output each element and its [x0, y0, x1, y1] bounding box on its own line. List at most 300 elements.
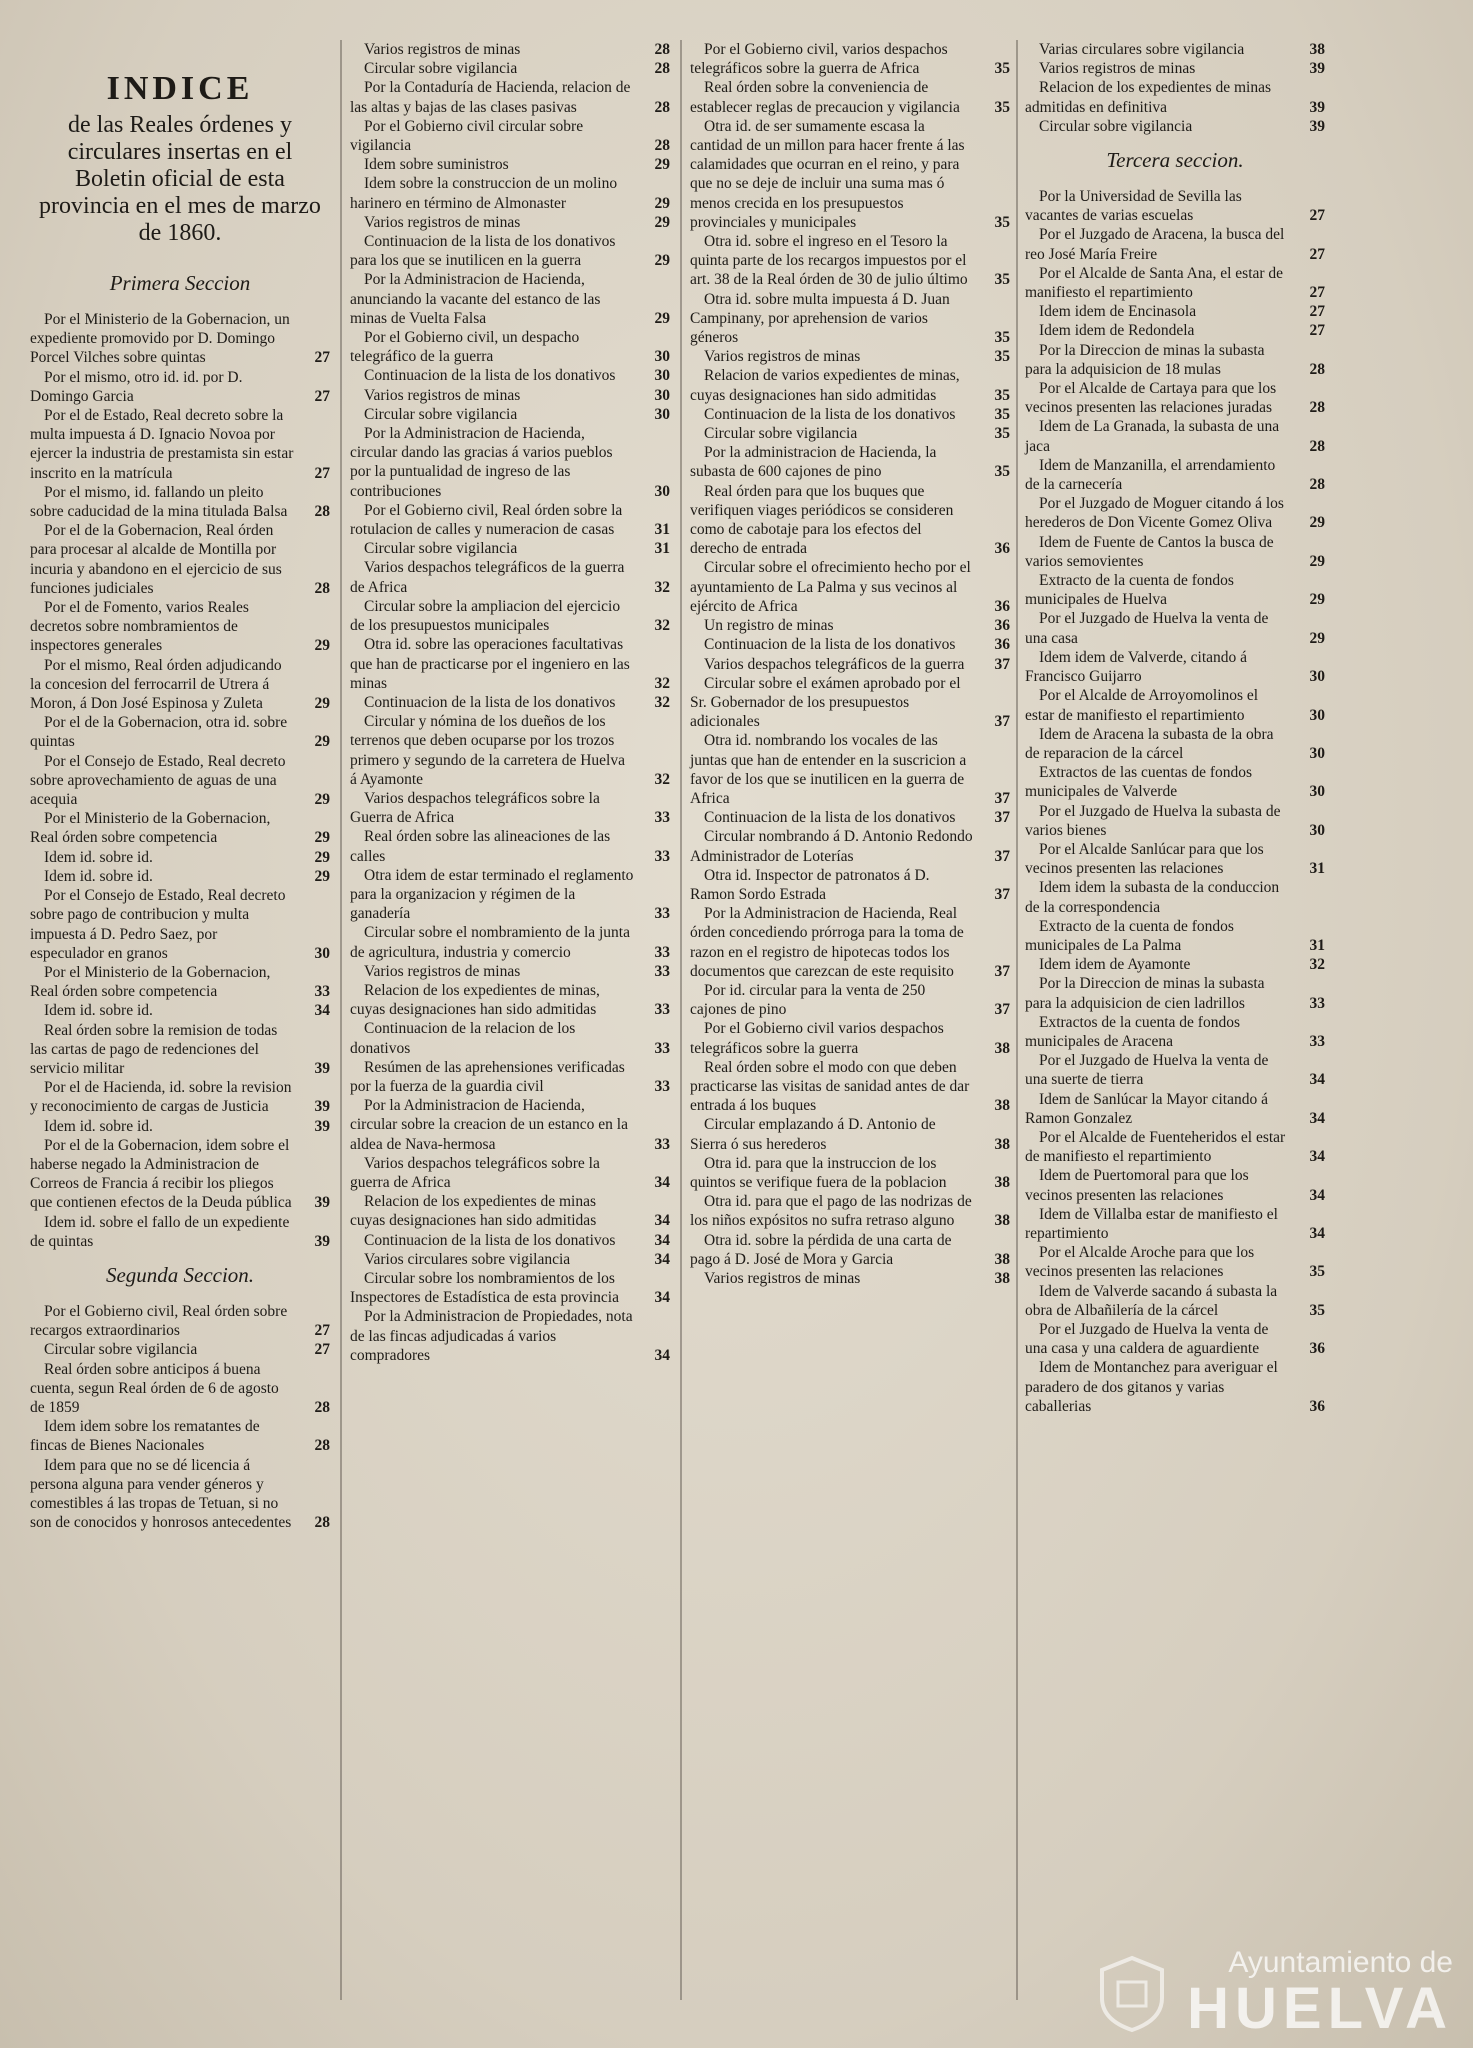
entry-page-number: 36	[1309, 1340, 1325, 1358]
entry-page-number: 39	[314, 1194, 330, 1212]
entry-text: Idem para que no se dé licencia á persona alguna para vender géneros y comestibles á las tropas de Tetuan, si no son de conocidos y honrosos antecedentes	[30, 1456, 292, 1532]
entry-text: Idem idem de Valverde, citando á Francisco Guijarro	[1025, 648, 1248, 686]
index-entry	[350, 866, 670, 924]
entry-text: Otra id. sobre multa impuesta á D. Juan Campinany, por aprehension de varios géneros	[690, 290, 950, 347]
entry-page-number: 35	[1309, 1301, 1325, 1319]
entry-list	[1025, 187, 1325, 1416]
entry-text: Varios registros de minas	[364, 213, 521, 231]
entry-page-number: 37	[994, 713, 1010, 731]
index-entry	[690, 1154, 1010, 1192]
index-entry	[690, 366, 1010, 404]
entry-text: Continuacion de la relacion de los donativos	[350, 1020, 576, 1057]
entry-text: Continuacion de la lista de los donativos	[364, 1231, 616, 1249]
entry-text: Relacion de los expedientes de minas admitidas en definitiva	[1025, 79, 1272, 116]
entry-text: Circular sobre el exámen aprobado por el Sr. Gobernador de los presupuestos adicionales	[690, 674, 961, 731]
entry-page-number: 34	[654, 1212, 670, 1230]
index-entry	[1025, 1051, 1325, 1089]
entry-page-number: 39	[314, 1059, 330, 1077]
index-entry	[350, 1250, 670, 1269]
entry-text: Circular sobre el ofrecimiento hecho por el ayuntamiento de La Palma y sus vecinos al ejército de Africa	[690, 559, 971, 615]
entry-page-number: 33	[654, 1001, 670, 1019]
entry-page-number: 37	[994, 962, 1010, 980]
entry-page-number: 34	[654, 1346, 670, 1364]
entry-text: Extractos de las cuentas de fondos municipales de Valverde	[1025, 764, 1253, 801]
index-entry	[30, 1340, 330, 1359]
entry-text: Por id. circular para la venta de 250 cajones de pino	[690, 981, 926, 1019]
index-entry	[1025, 417, 1325, 455]
entry-page-number: 29	[314, 867, 330, 885]
index-entry	[1025, 533, 1325, 571]
index-entry	[350, 78, 670, 116]
index-entry	[30, 1213, 330, 1251]
index-entry	[30, 368, 330, 406]
entry-text: Otra id. nombrando los vocales de las juntas que han de entender en la suscricion a favor de los que se inutilicen en la guerra de Africa	[690, 732, 967, 807]
index-entry	[1025, 725, 1325, 763]
entry-page-number: 29	[1309, 591, 1325, 609]
entry-text: Por la Administracion de Hacienda, circular dando las gracias á varios pueblos por la puntualidad de ingreso de las contribuciones	[350, 425, 613, 500]
entry-text: Varias circulares sobre vigilancia	[1039, 41, 1245, 58]
index-entry	[690, 558, 1010, 616]
index-entry	[690, 616, 1010, 635]
entry-page-number: 29	[314, 695, 330, 713]
index-entry	[350, 923, 670, 961]
entry-page-number: 37	[994, 789, 1010, 807]
entry-page-number: 27	[314, 1322, 330, 1340]
entry-text: Otra id. sobre las operaciones facultativas que han de practicarse por el ingeniero en las minas	[350, 636, 630, 692]
entry-page-number: 34	[1309, 1109, 1325, 1127]
index-entry	[350, 366, 670, 385]
index-entry	[30, 1117, 330, 1136]
entry-text: Circular sobre vigilancia	[364, 405, 518, 423]
index-entry	[350, 597, 670, 635]
index-entry	[1025, 1320, 1325, 1358]
entry-text: Por el de Estado, Real decreto sobre la multa impuesta á D. Ignacio Novoa por ejercer la industria de prestamista sin estar inscrito en la matrícula	[30, 407, 294, 482]
index-entry	[1025, 117, 1325, 136]
entry-text: Varios despachos telegráficos de la guerra de Africa	[350, 559, 625, 596]
index-entry	[1025, 264, 1325, 302]
column-rule	[1016, 40, 1018, 2000]
entry-text: Idem id. sobre id.	[44, 1117, 153, 1135]
entry-text: Continuacion de la lista de los donativos	[364, 367, 616, 385]
entry-text: Idem de Montanchez para averiguar el paradero de dos gitanos y varias caballerias	[1025, 1359, 1278, 1415]
entry-page-number: 37	[994, 847, 1010, 865]
index-entry	[350, 405, 670, 424]
entry-text: Por la administracion de Hacienda, la subasta de 600 cajones de pino	[690, 444, 937, 481]
entry-page-number: 29	[1309, 629, 1325, 647]
index-entry	[30, 656, 330, 714]
index-entry	[690, 1231, 1010, 1269]
index-entry	[690, 117, 1010, 232]
entry-page-number: 33	[1309, 994, 1325, 1012]
entry-page-number: 32	[654, 617, 670, 635]
index-entry	[690, 290, 1010, 348]
entry-text: Otra id. para que la instruccion de los quintos se verifique fuera de la poblacion	[690, 1154, 947, 1191]
index-entry	[350, 1192, 670, 1230]
entry-text: Por el Juzgado de Huelva la subasta de varios bienes	[1025, 802, 1281, 839]
entry-text: Extracto de la cuenta de fondos municipales de La Palma	[1025, 917, 1234, 954]
entry-text: Por el Gobierno civil circular sobre vigilancia	[350, 117, 584, 155]
entry-page-number: 36	[994, 540, 1010, 558]
entry-page-number: 35	[994, 329, 1010, 347]
entry-page-number: 39	[1309, 60, 1325, 78]
index-entry	[690, 1058, 1010, 1116]
entry-page-number: 35	[994, 425, 1010, 443]
index-entry	[30, 521, 330, 598]
column-1	[30, 40, 330, 1532]
city-seal-icon	[1092, 1954, 1172, 2034]
entry-text: Extractos de la cuenta de fondos municipales de Aracena	[1025, 1013, 1240, 1050]
index-entry	[30, 1360, 330, 1418]
entry-page-number: 29	[314, 791, 330, 809]
entry-text: Idem idem de Ayamonte	[1039, 956, 1191, 974]
column-rule	[680, 40, 682, 2000]
index-entry	[1025, 1090, 1325, 1128]
entry-page-number: 29	[654, 252, 670, 270]
entry-page-number: 38	[994, 1039, 1010, 1057]
entry-text: Continuacion de la lista de los donativos	[704, 809, 956, 827]
index-entry	[1025, 379, 1325, 417]
index-entry	[30, 848, 330, 867]
entry-text: Por el Consejo de Estado, Real decreto sobre aprovechamiento de aguas de una acequia	[30, 752, 286, 809]
entry-page-number: 35	[994, 213, 1010, 231]
index-entry	[30, 406, 330, 483]
index-entry	[690, 443, 1010, 481]
entry-page-number: 33	[654, 809, 670, 827]
entry-page-number: 38	[994, 1270, 1010, 1287]
entry-text: Idem de Fuente de Cantos la busca de varios semovientes	[1025, 533, 1274, 570]
index-entry	[30, 809, 330, 847]
entry-page-number: 35	[1309, 1263, 1325, 1281]
entry-page-number: 34	[1309, 1071, 1325, 1089]
index-entry	[30, 1021, 330, 1079]
watermark-line2: HUELVA	[1187, 1976, 1453, 2041]
page-title: INDICE	[106, 70, 254, 107]
index-entry	[350, 1154, 670, 1192]
entry-page-number: 28	[1309, 360, 1325, 378]
entry-page-number: 28	[314, 503, 330, 521]
entry-page-number: 35	[994, 463, 1010, 481]
index-entry	[1025, 686, 1325, 724]
entry-page-number: 38	[1309, 41, 1325, 58]
entry-text: Varios registros de minas	[364, 386, 521, 404]
index-entry	[350, 1307, 670, 1365]
entry-text: Por el Alcalde de Fuenteheridos el estar de manifiesto el repartimiento	[1025, 1128, 1286, 1166]
index-entry	[350, 558, 670, 596]
entry-text: Varios registros de minas	[704, 348, 861, 366]
entry-text: Varios registros de minas	[364, 41, 521, 58]
entry-text: Circular y nómina de los dueños de los terrenos que deben ocuparse por los trozos primero y segundo de la carretera de Huelva á Ayamonte	[350, 713, 625, 788]
entry-text: Real órden sobre las alineaciones de las calles	[350, 828, 611, 865]
entry-text: Por el de la Gobernacion, Real órden para procesar al alcalde de Montilla por incuria y abandono en el ejercicio de sus funciones judiciales	[30, 522, 282, 597]
section-heading-segunda: Segunda Seccion.	[105, 1262, 255, 1287]
entry-text: Por el de la Gobernacion, idem sobre el haberse negado la Administracion de Correos de Francia á recibir los pliegos que contienen efectos de la Deuda pública	[30, 1136, 292, 1212]
entry-text: Un registro de minas	[704, 617, 834, 635]
entry-text: Varios despachos telegráficos sobre la Guerra de Africa	[350, 789, 600, 827]
index-entry	[1025, 456, 1325, 494]
entry-page-number: 37	[994, 809, 1010, 827]
index-entry	[690, 78, 1010, 116]
index-entry	[1025, 494, 1325, 532]
entry-text: Por la Direccion de minas la subasta para la adquisicion de cien ladrillos	[1025, 975, 1265, 1012]
entry-text: Idem de Sanlúcar la Mayor citando á Ramon Gonzalez	[1025, 1090, 1268, 1127]
entry-text: Otra id. sobre la pérdida de una carta de pago á D. José de Mora y Garcia	[690, 1231, 952, 1268]
entry-page-number: 29	[654, 156, 670, 174]
entry-text: Circular emplazando á D. Antonio de Sierra ó sus herederos	[690, 1116, 936, 1153]
entry-page-number: 30	[654, 386, 670, 404]
entry-text: Idem de La Granada, la subasta de una jaca	[1025, 418, 1280, 455]
entry-text: Por el Juzgado de Huelva la venta de una suerte de tierra	[1025, 1052, 1269, 1089]
entry-text: Continuacion de la lista de los donativos	[364, 693, 616, 711]
entry-text: Idem de Manzanilla, el arrendamiento de la carnecería	[1025, 456, 1276, 494]
entry-page-number: 34	[1309, 1186, 1325, 1204]
entry-page-number: 33	[654, 962, 670, 980]
index-entry	[350, 635, 670, 693]
index-entry	[350, 693, 670, 712]
entry-page-number: 33	[314, 983, 330, 1001]
entry-page-number: 29	[654, 309, 670, 327]
entry-page-number: 35	[994, 405, 1010, 423]
entry-text: Por la Administracion de Propiedades, nota de las fincas adjudicadas á varios compradores	[350, 1308, 633, 1364]
entry-page-number: 29	[654, 213, 670, 231]
index-entry	[30, 1078, 330, 1116]
entry-text: Por el Juzgado de Huelva la venta de una casa y una caldera de aguardiente	[1025, 1321, 1269, 1358]
column-rule	[340, 40, 342, 2000]
entry-page-number: 27	[1309, 303, 1325, 321]
entry-text: Real órden para que los buques que verifiquen viages periódicos se consideren como de cabotaje para los efectos del derecho de entrada	[690, 482, 954, 558]
entry-page-number: 39	[314, 1232, 330, 1250]
entry-text: Por el mismo, id. fallando un pleito sobre caducidad de la mina titulada Balsa	[30, 483, 288, 521]
entry-text: Por el Juzgado de Moguer citando á los herederos de Don Vicente Gomez Oliva	[1025, 495, 1284, 532]
entry-text: Por el Gobierno civil, varios despachos telegráficos sobre la guerra de Africa	[690, 41, 948, 78]
index-entry	[1025, 1358, 1325, 1416]
index-entry	[1025, 974, 1325, 1012]
entry-page-number: 33	[654, 905, 670, 923]
index-entry	[690, 981, 1010, 1019]
entry-text: Idem de Puertomoral para que los vecinos presenten las relaciones	[1025, 1167, 1249, 1204]
entry-text: Por el Consejo de Estado, Real decreto sobre pago de contribucion y multa impuesta á D. Pedro Saez, por especulador en granos	[30, 887, 286, 962]
entry-page-number: 34	[1309, 1224, 1325, 1242]
index-entry	[690, 1019, 1010, 1057]
entry-text: Circular sobre vigilancia	[704, 425, 858, 443]
entry-page-number: 30	[1309, 821, 1325, 839]
entry-page-number: 28	[1309, 437, 1325, 455]
entry-text: Idem de Aracena la subasta de la obra de reparacion de la cárcel	[1025, 725, 1274, 762]
entry-page-number: 28	[1309, 476, 1325, 494]
index-entry	[350, 59, 670, 78]
entry-page-number: 33	[654, 943, 670, 961]
index-entry	[690, 1115, 1010, 1153]
entry-page-number: 38	[994, 1212, 1010, 1230]
entry-text: Idem sobre suministros	[364, 156, 509, 174]
index-entry	[30, 1417, 330, 1455]
entry-text: Idem idem de Redondela	[1039, 322, 1195, 340]
section-heading-tercera: Tercera seccion.	[1106, 148, 1244, 173]
entry-page-number: 34	[1309, 1148, 1325, 1166]
entry-text: Varios registros de minas	[364, 962, 521, 980]
entry-text: Por el Alcalde de Cartaya para que los vecinos presenten las relaciones juradas	[1025, 380, 1277, 417]
entry-text: Por el de Hacienda, id. sobre la revision y reconocimiento de cargas de Justicia	[30, 1079, 292, 1116]
entry-text: Idem idem la subasta de la conduccion de la correspondencia	[1025, 879, 1280, 916]
index-entry	[1025, 225, 1325, 263]
entry-page-number: 27	[1309, 284, 1325, 302]
entry-page-number: 28	[654, 60, 670, 78]
entry-page-number: 34	[314, 1002, 330, 1020]
entry-text: Circular sobre vigilancia	[44, 1341, 198, 1359]
entry-list	[1025, 40, 1325, 136]
entry-page-number: 27	[314, 349, 330, 367]
entry-text: Por la Direccion de minas la subasta para la adquisicion de 18 mulas	[1025, 341, 1265, 378]
index-entry	[1025, 802, 1325, 840]
entry-page-number: 33	[654, 1039, 670, 1057]
entry-page-number: 30	[1309, 668, 1325, 686]
index-entry	[690, 405, 1010, 424]
entry-page-number: 38	[994, 1250, 1010, 1268]
index-entry	[1025, 917, 1325, 955]
index-entry	[30, 752, 330, 810]
entry-text: Continuacion de la lista de los donativos para los que se inutilicen en la guerra	[350, 233, 616, 270]
index-entry	[350, 1096, 670, 1154]
entry-text: Real órden sobre anticipos á buena cuenta, segun Real órden de 6 de agosto de 1859	[30, 1360, 279, 1416]
entry-page-number: 35	[994, 60, 1010, 78]
entry-page-number: 32	[654, 578, 670, 596]
index-entry	[30, 310, 330, 368]
entry-page-number: 30	[654, 367, 670, 385]
entry-list	[350, 40, 670, 1365]
index-entry	[1025, 763, 1325, 801]
entry-page-number: 39	[1309, 117, 1325, 135]
entry-text: Idem id. sobre id.	[44, 867, 153, 885]
entry-page-number: 28	[314, 1437, 330, 1455]
index-entry	[30, 1456, 330, 1533]
index-entry	[30, 963, 330, 1001]
index-entry	[350, 712, 670, 789]
entry-page-number: 35	[994, 386, 1010, 404]
entry-text: Idem idem sobre los rematantes de fincas de Bienes Nacionales	[30, 1418, 260, 1455]
entry-list	[30, 1302, 330, 1532]
index-entry	[1025, 341, 1325, 379]
entry-list	[30, 310, 330, 1251]
entry-page-number: 39	[1309, 98, 1325, 116]
entry-page-number: 27	[314, 1341, 330, 1359]
entry-text: Real órden sobre el modo con que deben practicarse las visitas de sanidad antes de dar entrada á los buques	[690, 1058, 970, 1115]
entry-page-number: 30	[1309, 783, 1325, 801]
entry-page-number: 32	[654, 693, 670, 711]
entry-text: Idem de Villalba estar de manifiesto el repartimiento	[1025, 1205, 1278, 1242]
entry-page-number: 30	[654, 482, 670, 500]
entry-page-number: 39	[314, 1098, 330, 1116]
entry-text: Circular sobre el nombramiento de la junta de agricultura, industria y comercio	[350, 924, 630, 961]
entry-page-number: 28	[314, 1398, 330, 1416]
index-entry	[30, 713, 330, 751]
entry-text: Idem de Valverde sacando á subasta la obra de Albañilería de la cárcel	[1025, 1282, 1278, 1319]
index-entry	[350, 174, 670, 212]
entry-page-number: 27	[1309, 207, 1325, 225]
column-2	[350, 40, 670, 1365]
entry-page-number: 30	[654, 405, 670, 423]
entry-page-number: 30	[1309, 706, 1325, 724]
entry-text: Por el Ministerio de la Gobernacion, Real órden sobre competencia	[30, 963, 271, 1001]
index-entry	[30, 598, 330, 656]
index-entry	[690, 1192, 1010, 1230]
index-entry	[1025, 1013, 1325, 1051]
entry-text: Varios registros de minas	[704, 1270, 861, 1287]
entry-text: Otra id. de ser sumamente escasa la cantidad de un millon para hacer frente á las calamidades que ocurran en el reino, y para que no se deje de incluir una suma mas ó menos crecida en los presupuestos provinciales y municipales	[690, 117, 965, 231]
entry-page-number: 29	[314, 848, 330, 866]
index-entry	[350, 789, 670, 827]
entry-text: Resúmen de las aprehensiones verificadas por la fuerza de la guardia civil	[350, 1058, 625, 1095]
index-entry	[1025, 40, 1325, 59]
entry-page-number: 33	[1309, 1032, 1325, 1050]
entry-page-number: 36	[1309, 1397, 1325, 1415]
index-entry	[30, 1302, 330, 1340]
entry-page-number: 31	[654, 521, 670, 539]
index-entry	[690, 674, 1010, 732]
index-entry	[350, 232, 670, 270]
entry-text: Por el Gobierno civil, Real órden sobre la rotulacion de calles y numeracion de casas	[350, 501, 623, 539]
entry-text: Real órden sobre la conveniencia de establecer reglas de precaucion y vigilancia	[690, 79, 960, 116]
index-entry	[1025, 955, 1325, 974]
entry-page-number: 27	[1309, 245, 1325, 263]
entry-page-number: 35	[994, 271, 1010, 289]
index-entry	[690, 635, 1010, 654]
entry-page-number: 28	[314, 1514, 330, 1532]
index-entry	[350, 328, 670, 366]
entry-page-number: 30	[1309, 744, 1325, 762]
entry-page-number: 29	[1309, 514, 1325, 532]
entry-text: Varios circulares sobre vigilancia	[364, 1250, 571, 1268]
entry-page-number: 35	[994, 98, 1010, 116]
index-entry	[350, 981, 670, 1019]
entry-text: Por el Gobierno civil, un despacho telegráfico de la guerra	[350, 329, 580, 366]
entry-text: Por la Administracion de Hacienda, Real órden concediendo prórroga para la toma de razon en el registro de hipotecas todos los documentos que carezcan de este requisito	[690, 905, 964, 980]
entry-text: Circular sobre vigilancia	[364, 60, 518, 78]
entry-page-number: 34	[654, 1231, 670, 1249]
entry-page-number: 28	[654, 137, 670, 155]
index-entry	[690, 655, 1010, 674]
entry-page-number: 29	[654, 194, 670, 212]
entry-text: Extracto de la cuenta de fondos municipales de Huelva	[1025, 572, 1234, 609]
entry-page-number: 34	[654, 1289, 670, 1307]
entry-text: Por el Alcalde de Santa Ana, el estar de manifiesto el repartimiento	[1025, 264, 1284, 302]
index-entry	[1025, 302, 1325, 321]
index-entry	[1025, 321, 1325, 340]
index-entry	[1025, 187, 1325, 225]
entry-text: Por el Ministerio de la Gobernacion, Real órden sobre competencia	[30, 810, 271, 847]
entry-page-number: 31	[654, 540, 670, 558]
index-entry	[690, 232, 1010, 290]
entry-page-number: 33	[654, 1077, 670, 1095]
index-entry	[30, 886, 330, 963]
index-entry	[1025, 571, 1325, 609]
column-4	[1025, 40, 1325, 1416]
index-entry	[30, 867, 330, 886]
entry-text: Circular sobre vigilancia	[1039, 117, 1193, 135]
entry-page-number: 31	[1309, 860, 1325, 878]
entry-text: Por el Alcalde Sanlúcar para que los vecinos presenten las relaciones	[1025, 840, 1264, 878]
entry-page-number: 38	[994, 1173, 1010, 1191]
entry-page-number: 27	[314, 387, 330, 405]
entry-page-number: 29	[1309, 552, 1325, 570]
index-entry	[690, 731, 1010, 808]
index-entry	[350, 117, 670, 155]
entry-text: Por la Administracion de Hacienda, anunciando la vacante del estanco de las minas de Vuelta Falsa	[350, 271, 601, 327]
entry-text: Por el Juzgado de Huelva la venta de una casa	[1025, 610, 1269, 647]
entry-text: Por el Juzgado de Aracena, la busca del reo José María Freire	[1025, 226, 1285, 263]
index-entry	[1025, 1205, 1325, 1243]
index-entry	[690, 1269, 1010, 1288]
watermark-line1: Ayuntamiento de	[1228, 1946, 1453, 1979]
index-entry	[350, 827, 670, 865]
